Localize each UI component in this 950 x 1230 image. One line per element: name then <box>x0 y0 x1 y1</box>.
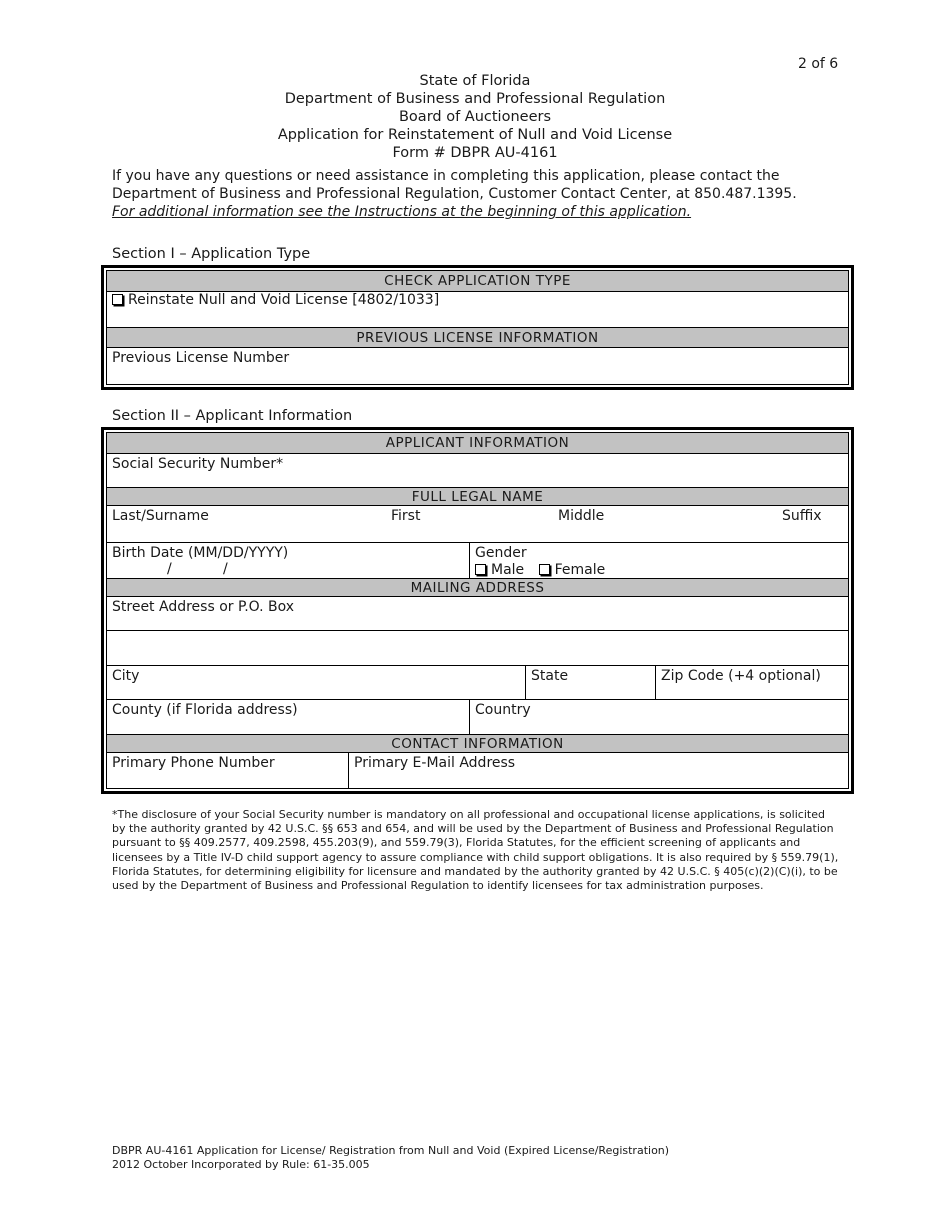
zip-code-label: Zip Code (+4 optional) <box>661 668 821 684</box>
section-2-frame <box>101 427 854 794</box>
birth-date-label: Birth Date (MM/DD/YYYY) <box>112 545 289 561</box>
country-field[interactable] <box>469 700 848 734</box>
phone-label: Primary Phone Number <box>112 755 275 771</box>
section-2-title: Section II – Applicant Information <box>112 408 353 424</box>
birth-date-slash-2: / <box>223 561 228 577</box>
check-application-type-header: CHECK APPLICATION TYPE <box>107 271 848 291</box>
female-option[interactable] <box>539 562 606 578</box>
country-label: Country <box>475 702 531 718</box>
footer-rule: 2012 October Incorporated by Rule: 61-35.005 <box>112 1158 370 1171</box>
state-field[interactable] <box>525 666 655 699</box>
county-label: County (if Florida address) <box>112 702 298 718</box>
last-name-label: Last/Surname <box>112 508 209 524</box>
page-footer <box>112 1144 669 1172</box>
female-checkbox[interactable] <box>539 564 550 575</box>
section-1-title: Section I – Application Type <box>112 246 311 262</box>
state-label: State <box>531 668 569 684</box>
phone-field[interactable] <box>107 753 348 788</box>
applicant-information-header: APPLICANT INFORMATION <box>107 433 848 453</box>
reinstate-option[interactable] <box>107 292 848 327</box>
gender-label: Gender <box>475 545 527 561</box>
street-address-line-2[interactable] <box>107 631 848 665</box>
city-field[interactable] <box>107 666 525 699</box>
full-legal-name-header: FULL LEGAL NAME <box>107 487 848 505</box>
intro-line-2: Department of Business and Professional Regulation, Customer Contact Center, at 850.487.1395. <box>112 186 797 202</box>
ssn-label: Social Security Number* <box>112 456 284 472</box>
county-field[interactable] <box>107 700 469 734</box>
contact-information-header: CONTACT INFORMATION <box>107 734 848 752</box>
city-label: City <box>112 668 140 684</box>
middle-name-label: Middle <box>558 508 605 524</box>
ssn-disclosure-footnote: *The disclosure of your Social Security number is mandatory on all professional and occupational license applications, is solicited by the authority granted by 42 U.S.C. §§ 653 and 654, and will be used by the Department of Business and Professional Regulation pursuant to §§ 409.2577, 409.2598, 455.203(9), and 559.79(3), Florida Statutes, for the efficient screening of applicants and licensees by a Title IV-D child support agency to assure compliance with child support obligations. It is also required by § 559.79(1), Florida Statutes, for determining eligibility for licensure and mandated by the authority granted by 42 U.S.C. § 405(c)(2)(C)(i), to be used by the Department of Business and Professional Regulation to identify licensees for tax administration purposes. <box>112 808 839 893</box>
suffix-label: Suffix <box>782 508 822 524</box>
previous-license-label: Previous License Number <box>112 350 290 366</box>
zip-code-field[interactable] <box>655 666 848 699</box>
reinstate-label: Reinstate Null and Void License [4802/1033] <box>128 292 440 308</box>
header-application-title: Application for Reinstatement of Null and Void License <box>277 127 673 143</box>
male-label: Male <box>491 562 525 578</box>
first-name-label: First <box>391 508 421 524</box>
reinstate-checkbox[interactable] <box>112 294 123 305</box>
female-label: Female <box>554 562 606 578</box>
intro-line-1: If you have any questions or need assistance in completing this application, please contact the <box>112 168 780 184</box>
street-address-field[interactable] <box>107 597 848 630</box>
email-label: Primary E-Mail Address <box>354 755 516 771</box>
page-number: 2 of 6 <box>798 56 839 72</box>
full-name-field[interactable] <box>107 506 848 542</box>
birth-date-field[interactable] <box>107 543 469 578</box>
header-board: Board of Auctioneers <box>398 109 552 125</box>
male-checkbox[interactable] <box>475 564 486 575</box>
section-1-frame <box>101 265 854 390</box>
header-department: Department of Business and Professional Regulation <box>284 91 666 107</box>
ssn-field[interactable] <box>107 454 848 487</box>
birth-date-slash-1: / <box>167 561 172 577</box>
form-header <box>0 72 950 162</box>
instructions-link[interactable]: For additional information see the Instructions at the beginning of this application. <box>112 204 692 220</box>
header-state: State of Florida <box>419 73 531 89</box>
footer-form-title: DBPR AU-4161 Application for License/ Registration from Null and Void (Expired License/Registration) <box>112 1144 670 1157</box>
mailing-address-header: MAILING ADDRESS <box>107 578 848 596</box>
email-field[interactable] <box>348 753 848 788</box>
previous-license-header: PREVIOUS LICENSE INFORMATION <box>107 327 848 347</box>
header-form-number: Form # DBPR AU-4161 <box>392 145 558 161</box>
male-option[interactable] <box>475 562 524 578</box>
gender-field <box>469 543 848 578</box>
intro-text <box>112 167 832 221</box>
previous-license-field[interactable] <box>107 348 848 384</box>
street-address-label: Street Address or P.O. Box <box>112 599 295 615</box>
